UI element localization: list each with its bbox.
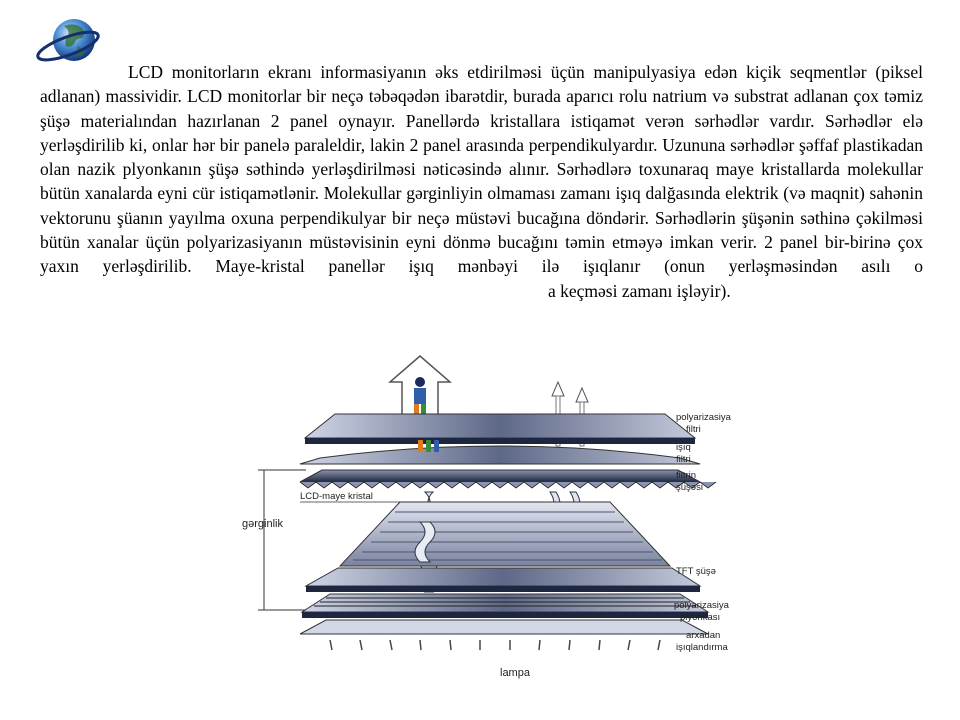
label-filter-glass: filtrin şüşəsi xyxy=(676,470,703,493)
lcd-layers-diagram xyxy=(230,352,750,692)
label-lamp: lampa xyxy=(500,667,530,679)
layer-filter-glass xyxy=(300,470,716,488)
layer-lcd xyxy=(340,502,670,566)
voltage-bracket xyxy=(258,470,306,610)
label-polarizer-film: polyarizasiya plyonkası xyxy=(674,600,729,623)
label-lcd: LCD-maye kristal xyxy=(300,491,373,502)
label-backlight: arxadan işıqlandırma xyxy=(676,630,728,653)
layer-backlight xyxy=(300,620,708,650)
paragraph-tail: a keçməsi zamanı işləyir). xyxy=(548,280,731,301)
layer-polarizer-filter xyxy=(305,414,695,444)
layer-tft-glass xyxy=(306,568,700,592)
body-paragraph xyxy=(40,60,923,303)
label-voltage: gərginlik xyxy=(242,518,283,530)
layer-polarizer-film xyxy=(302,594,708,618)
label-polarizer-filter: polyarizasiya filtri xyxy=(676,412,731,435)
label-light-filter: işıq filtri xyxy=(676,442,691,465)
label-tft-glass: TFT şüşə xyxy=(676,566,716,577)
paragraph-text: LCD monitorların ekranı informasiyanın əks etdirilməsi üçün manipulyasiya edən kiçik seqmentlər (piksel adlanan) massividir. LCD monitorlar bir neçə təbəqədən ibarətdir, burada aparıcı rolu natrium və substrat adlanan çox təmiz şüşə materialından hazırlanan 2 panel oynayır. Panellərdə kristallara istiqamət verən sərhədlər vardır. Sərhədlər elə yerləşdirilib ki, onlar hər bir panelə paraleldir, lakin 2 panel arasında perpendikulyardır. Uzununa sərhədlər şəffaf plastikadan olan nazik plyonkanın şüşə səthində yerləşdirilməsi nəticəsində alınır. Sərhədlərə toxunaraq maye kristallarda molekullar bütün xanalarda eyni cür istiqamətlənir. Molekullar gərginliyin olmaması zamanı işıq dalğasında elektrik (və maqnit) sahənin vektorunu şüanın yayılma oxuna perpendikulyar bir neçə müstəvi bucağına döndərir. Sərhədlərin şüşənin səthinə çəkilməsi bütün xanalar üçün polyarizasiyanın müstəvisinin eyni dönmə bucağını təmin etməyə imkan verir. 2 panel bir-birinə çox yaxın yerləşdirilib. Maye-kristal panellər işıq mənbəyi ilə işıqlanır (onun yerləşməsindən asılı o xyxy=(40,62,923,277)
